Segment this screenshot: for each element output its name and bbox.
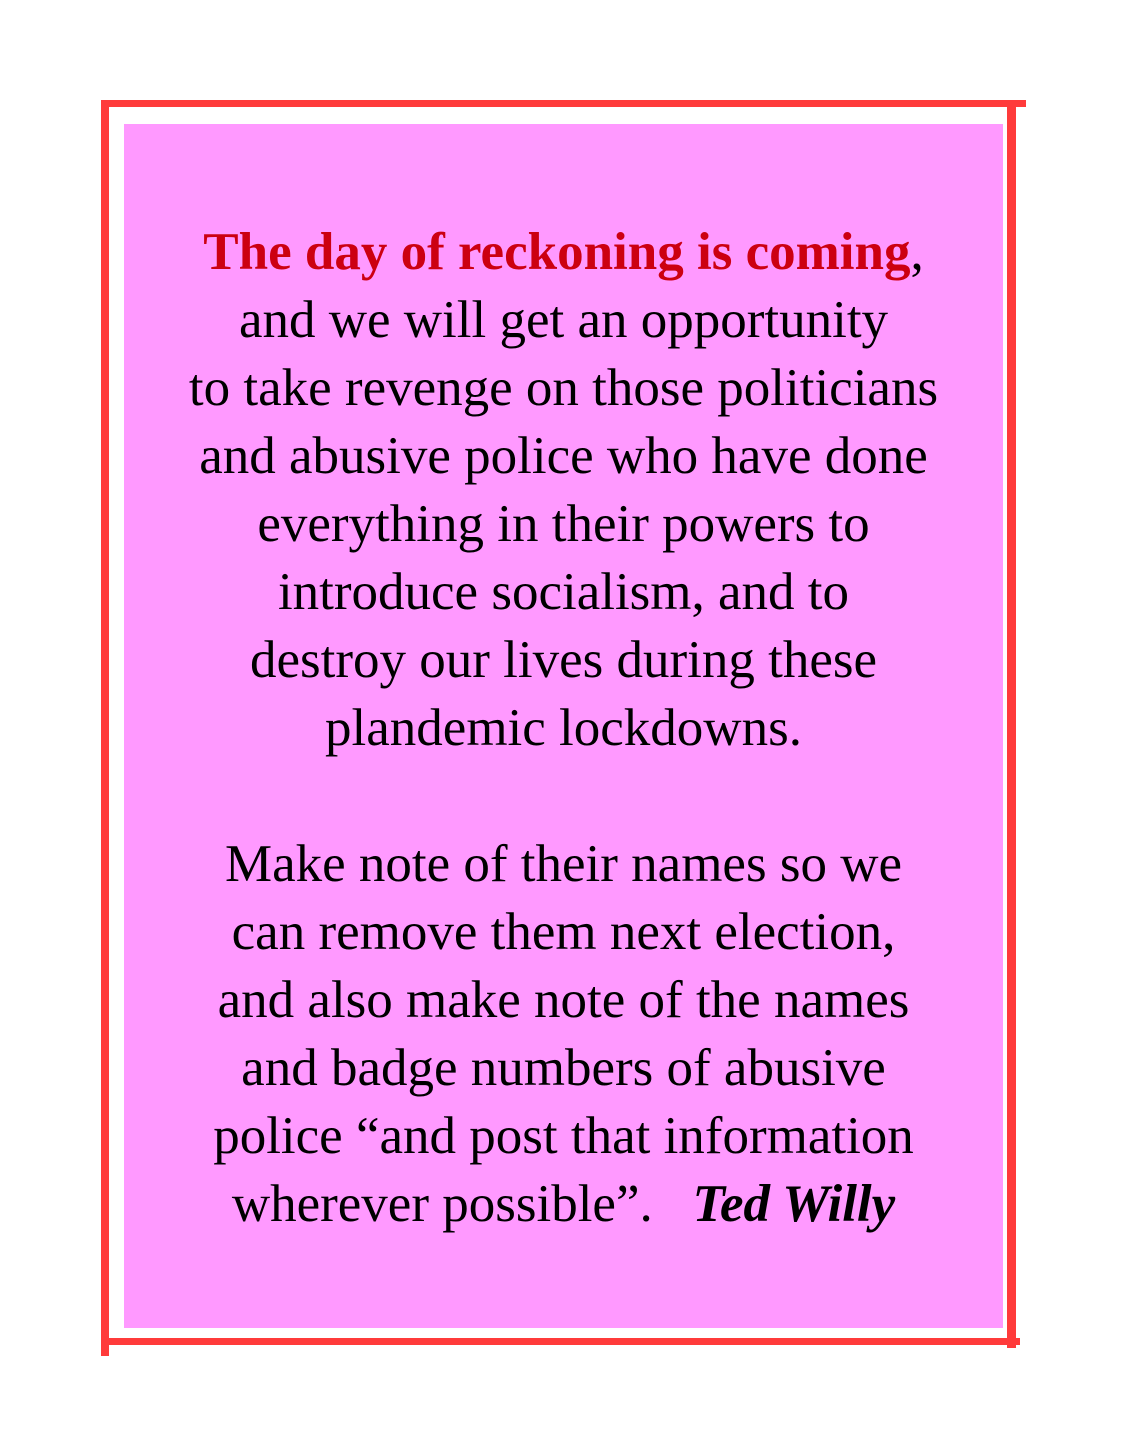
paragraph-spacer — [124, 762, 1003, 830]
paragraph1-line: plandemic lockdowns. — [325, 699, 802, 757]
headline-comma: , — [910, 223, 924, 281]
paragraph2-line: police “and post that information — [213, 1107, 914, 1165]
paragraph2-line: can remove them next election, — [231, 903, 896, 961]
paragraph2-line: Make note of their names so we — [224, 835, 903, 893]
border-top — [102, 100, 1026, 107]
paragraph1-line: to take revenge on those politicians — [188, 359, 939, 417]
headline-line — [124, 218, 1003, 286]
paragraph1-line: destroy our lives during these — [249, 631, 878, 689]
headline: The day of reckoning is coming — [203, 223, 911, 281]
closing-line — [124, 1170, 1003, 1238]
paragraph1-line: everything in their powers to — [257, 495, 870, 553]
quote-text — [124, 218, 1003, 1238]
border-bottom — [106, 1338, 1020, 1345]
poster-frame — [100, 100, 1025, 1355]
paragraph1-line: and we will get an opportunity — [238, 291, 889, 349]
paragraph1-line: introduce socialism, and to — [277, 563, 850, 621]
closing-text: wherever possible”. — [231, 1175, 653, 1233]
paragraph2-line: and also make note of the names — [217, 971, 910, 1029]
author-signature: Ted Willy — [692, 1175, 896, 1233]
border-left — [101, 100, 109, 1356]
paragraph1-line: and abusive police who have done — [199, 427, 928, 485]
border-right — [1007, 104, 1016, 1348]
quote-panel — [124, 124, 1003, 1328]
paragraph2-line: and badge numbers of abusive — [241, 1039, 886, 1097]
